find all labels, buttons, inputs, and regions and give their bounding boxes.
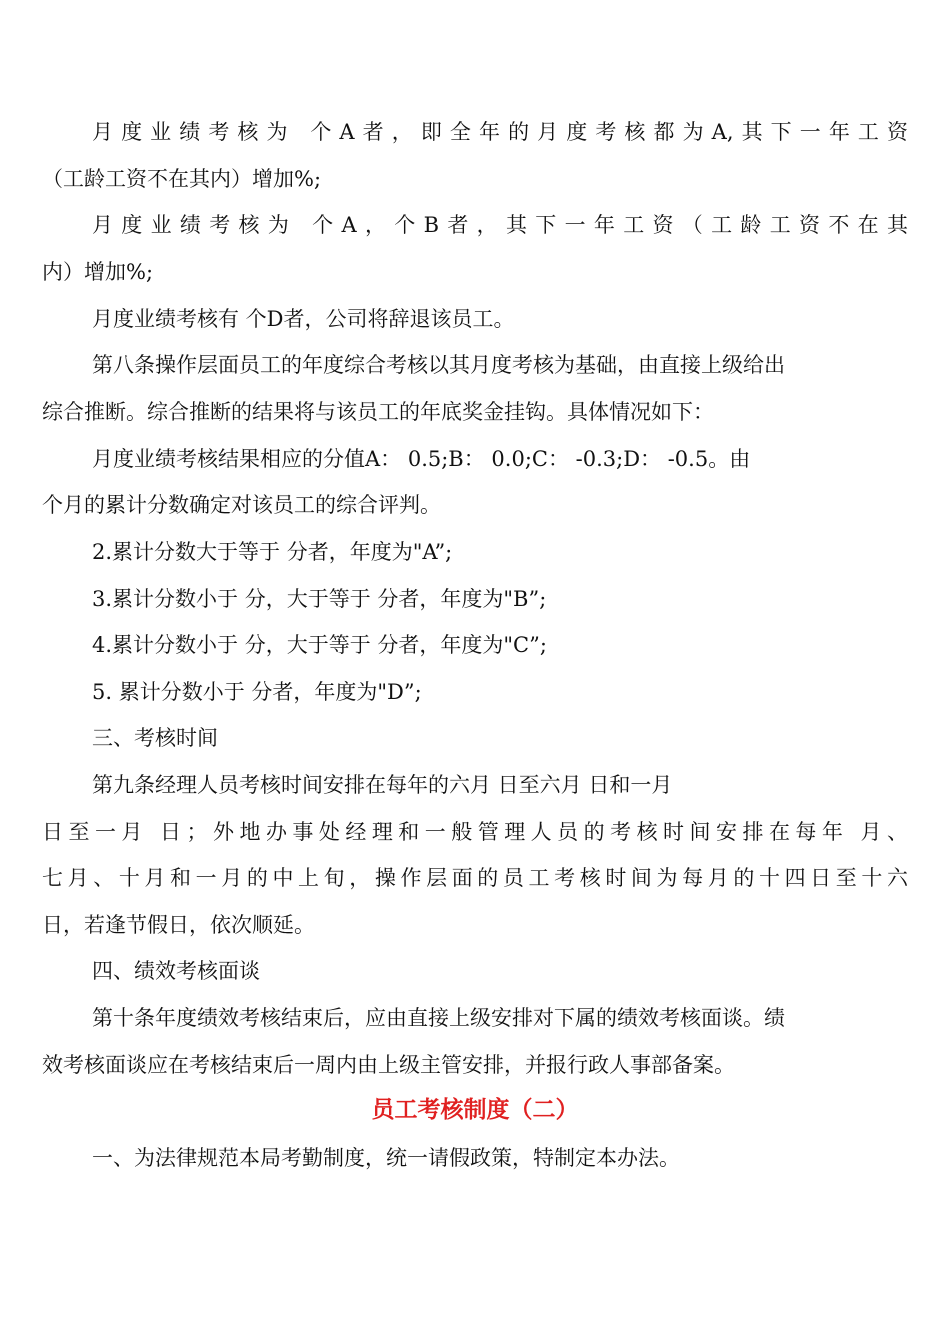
paragraph-line: 月度业绩考核结果相应的分值A： 0.5;B： 0.0;C： -0.3;D： -0.5。由 [92, 447, 751, 471]
section-title: 员工考核制度（二） [371, 1096, 579, 1123]
paragraph-line: 第八条操作层面员工的年度综合考核以其月度考核为基础，由直接上级给出 [92, 353, 785, 377]
paragraph-line: 月度业绩考核有 个D者，公司将辞退该员工。 [92, 307, 515, 331]
paragraph-line: 第十条年度绩效考核结束后，应由直接上级安排对下属的绩效考核面谈。绩 [92, 1006, 785, 1030]
section-heading: 四、绩效考核面谈 [92, 959, 260, 983]
paragraph-line: 月度业绩考核为 个A，个B者，其下一年工资（工龄工资不在其 [92, 213, 908, 237]
list-item: 5. 累计分数小于 分者，年度为"D”; [92, 680, 422, 704]
paragraph-line: 第九条经理人员考核时间安排在每年的六月 日至六月 日和一月 [92, 773, 673, 797]
paragraph-line: 月度业绩考核为 个A者，即全年的月度考核都为A,其下一年工资 [92, 120, 908, 144]
paragraph-line: 内）增加%; [42, 260, 154, 284]
list-item: 2.累计分数大于等于 分者，年度为"A”; [92, 540, 453, 564]
paragraph-line: 个月的累计分数确定对该员工的综合评判。 [42, 493, 441, 517]
section-heading: 三、考核时间 [92, 726, 218, 750]
list-item: 3.累计分数小于 分，大于等于 分者，年度为"B”; [92, 587, 547, 611]
paragraph-line: 一、为法律规范本局考勤制度，统一请假政策，特制定本办法。 [92, 1146, 680, 1170]
paragraph-line: 七月、十月和一月的中上旬，操作层面的员工考核时间为每月的十四日至十六 [42, 866, 908, 890]
paragraph-line: 日至一月 日；外地办事处经理和一般管理人员的考核时间安排在每年 月、 [42, 820, 908, 844]
list-item: 4.累计分数小于 分，大于等于 分者，年度为"C”; [92, 633, 547, 657]
paragraph-line: 效考核面谈应在考核结束后一周内由上级主管安排，并报行政人事部备案。 [42, 1053, 735, 1077]
paragraph-line: 综合推断。综合推断的结果将与该员工的年底奖金挂钩。具体情况如下： [42, 400, 714, 424]
paragraph-line: 日，若逢节假日，依次顺延。 [42, 913, 315, 937]
paragraph-line: （工龄工资不在其内）增加%; [42, 167, 322, 191]
